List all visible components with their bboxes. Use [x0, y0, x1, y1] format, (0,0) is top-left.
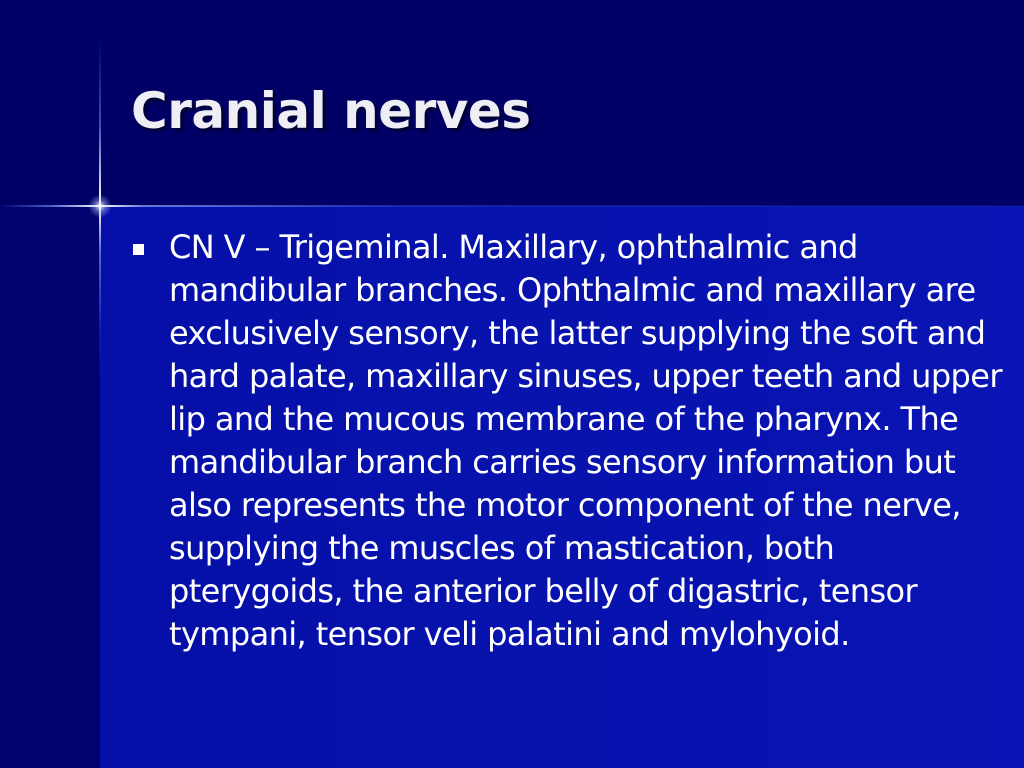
slide-title: Cranial nerves — [131, 82, 531, 140]
horizontal-sparkle-line — [0, 205, 1024, 207]
bullet-list — [130, 226, 1010, 656]
sparkle-star-icon — [88, 194, 112, 218]
square-bullet-icon — [133, 244, 144, 255]
left-margin-strip — [0, 206, 100, 768]
bullet-item — [130, 226, 1010, 656]
bullet-text: CN V – Trigeminal. Maxillary, ophthalmic and mandibular branches. Ophthalmic and maxillary are exclusively sensory, the latter supplying the soft and hard palate, maxillary sinuses, upper teeth and upper lip and the mucous membrane of the pharynx. The mandibular branch carries sensory information but also represents the motor component of the nerve, supplying the muscles of mastication, both pterygoids, the anterior belly of digastric, tensor tympani, tensor veli palatini and mylohyoid. — [169, 228, 1002, 653]
